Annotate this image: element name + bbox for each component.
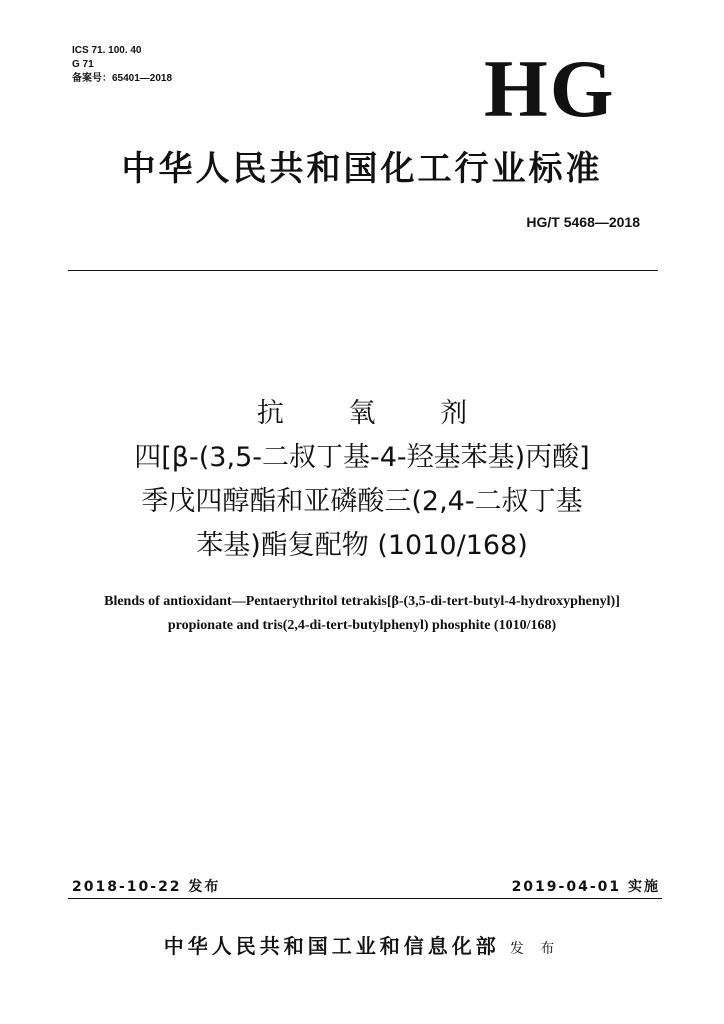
- standard-title: 中华人民共和国化工行业标准: [121, 149, 603, 189]
- chinese-title-line-3: 季戊四醇酯和亚磷酸三(2,4-二叔丁基: [141, 486, 583, 517]
- english-title: [0, 590, 724, 638]
- chinese-title-line-2: 四[β-(3,5-二叔丁基-4-羟基苯基)丙酸]: [134, 442, 590, 473]
- bottom-divider: [68, 898, 662, 899]
- english-title-line-1: Blends of antioxidant—Pentaerythritol tetrakis[β-(3,5-di-tert-butyl-4-hydroxyphenyl)]: [104, 594, 620, 609]
- standard-number: HG/T 5468—2018: [526, 214, 640, 230]
- publisher-suffix: 发 布: [509, 941, 561, 957]
- classification-code: G 71: [72, 59, 94, 70]
- publisher-name: 中华人民共和国工业和信息化部: [163, 934, 500, 958]
- publisher: [0, 930, 724, 959]
- issue-date: 2018-10-22 发布: [72, 879, 221, 895]
- chinese-title-line-1: 抗 氧 剂: [256, 398, 496, 429]
- english-title-line-2: propionate and tris(2,4-di-tert-butylphenyl) phosphite (1010/168): [167, 618, 557, 633]
- header-meta: [72, 44, 172, 86]
- top-divider: [68, 270, 658, 271]
- chinese-title: [0, 392, 724, 568]
- hg-logo: HG: [484, 43, 616, 134]
- implementation-date: 2019-04-01 实施: [511, 879, 660, 895]
- record-number: 备案号：65401—2018: [72, 73, 173, 84]
- chinese-title-line-4: 苯基)酯复配物 (1010/168): [196, 530, 528, 561]
- ics-code: ICS 71. 100. 40: [72, 45, 142, 56]
